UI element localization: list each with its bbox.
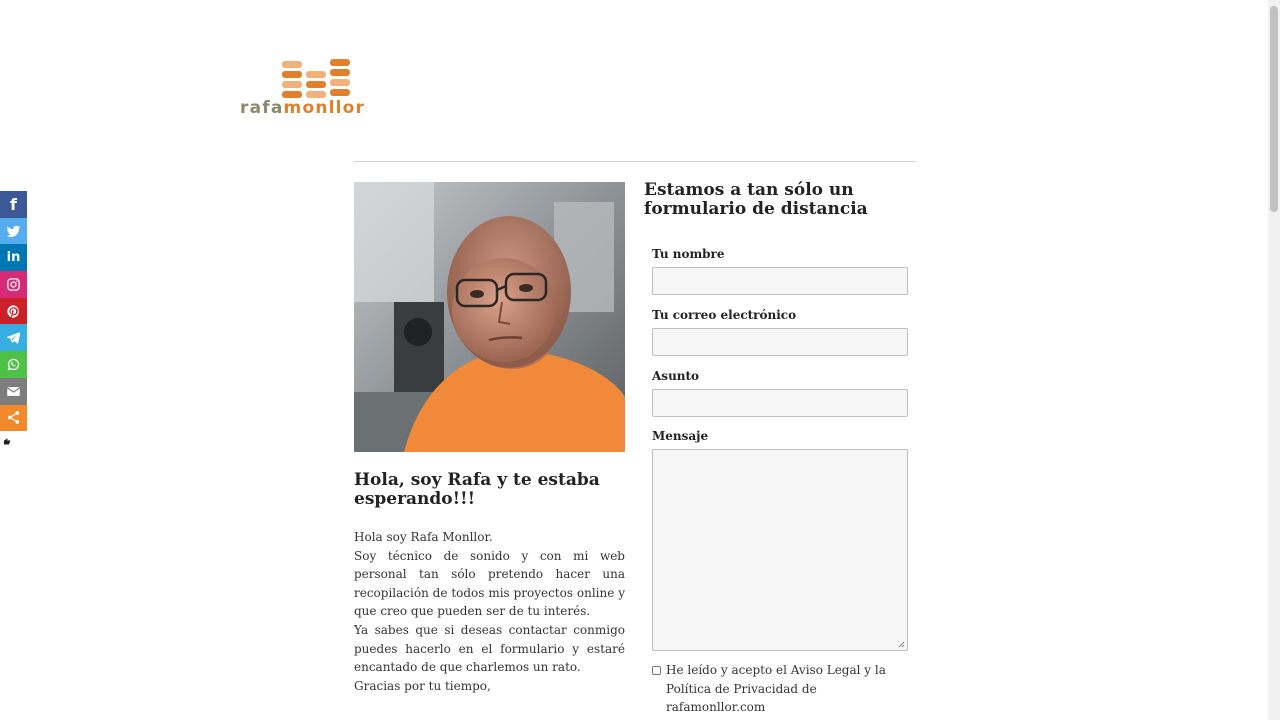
facebook-share-button[interactable] [0, 191, 27, 218]
linkedin-icon: in [6, 250, 21, 266]
logo-equalizer-icon [282, 59, 352, 99]
consent-checkbox[interactable] [652, 666, 661, 675]
header-divider [354, 161, 916, 162]
pinterest-share-button[interactable] [0, 298, 27, 325]
instagram-share-button[interactable] [0, 271, 27, 298]
scrollbar-thumb[interactable] [1270, 6, 1278, 212]
facebook-icon: f [10, 194, 17, 214]
intro-paragraph: Gracias por tu tiempo, [354, 678, 491, 693]
twitter-share-button[interactable] [0, 218, 27, 245]
message-label: Mensaje [652, 429, 709, 443]
left-heading: Hola, soy Rafa y te estaba esperando!!! [354, 470, 600, 509]
page-scrollbar[interactable] [1268, 0, 1280, 720]
social-share-bar [0, 191, 27, 431]
intro-paragraph: Soy técnico de sonido y con mi web personal tan sólo pretendo hacer una recopilación de todos mis proyectos online y que creo que pueden ser de tu interés. [354, 548, 625, 619]
intro-text [354, 528, 625, 695]
instagram-icon [6, 277, 21, 292]
email-share-button[interactable] [0, 378, 27, 405]
email-icon [6, 384, 21, 399]
consent-row [652, 661, 914, 717]
telegram-icon [6, 330, 21, 345]
logo-wordmark [240, 98, 365, 118]
hide-hand-icon[interactable] [2, 437, 11, 449]
more-share-button[interactable] [0, 405, 27, 432]
subject-field[interactable] [652, 389, 908, 417]
name-label: Tu nombre [652, 247, 725, 261]
intro-paragraph: Hola soy Rafa Monllor. [354, 530, 493, 544]
consent-label: He leído y acepto el Aviso Legal y la Política de Privacidad de rafamonllor.com [666, 663, 886, 715]
email-field[interactable] [652, 328, 908, 356]
email-label: Tu correo electrónico [652, 308, 797, 322]
form-heading: Estamos a tan sólo un formulario de distancia [644, 180, 868, 219]
resize-grip-icon[interactable] [898, 641, 905, 648]
linkedin-share-button[interactable] [0, 244, 27, 271]
share-icon [6, 410, 21, 425]
message-field[interactable] [652, 449, 908, 651]
profile-photo [354, 182, 625, 452]
intro-paragraph: Ya sabes que si deseas contactar conmigo puedes hacerlo en el formulario y estaré encantado de que charlemos un rato. [354, 622, 625, 675]
site-logo[interactable] [238, 56, 394, 120]
logo-text-first: rafa [240, 98, 284, 118]
pinterest-icon [6, 304, 21, 319]
name-field[interactable] [652, 267, 908, 295]
twitter-icon [6, 224, 21, 239]
whatsapp-icon [6, 357, 21, 372]
telegram-share-button[interactable] [0, 324, 27, 351]
logo-text-second: monllor [283, 98, 366, 118]
subject-label: Asunto [652, 369, 700, 383]
whatsapp-share-button[interactable] [0, 351, 27, 378]
